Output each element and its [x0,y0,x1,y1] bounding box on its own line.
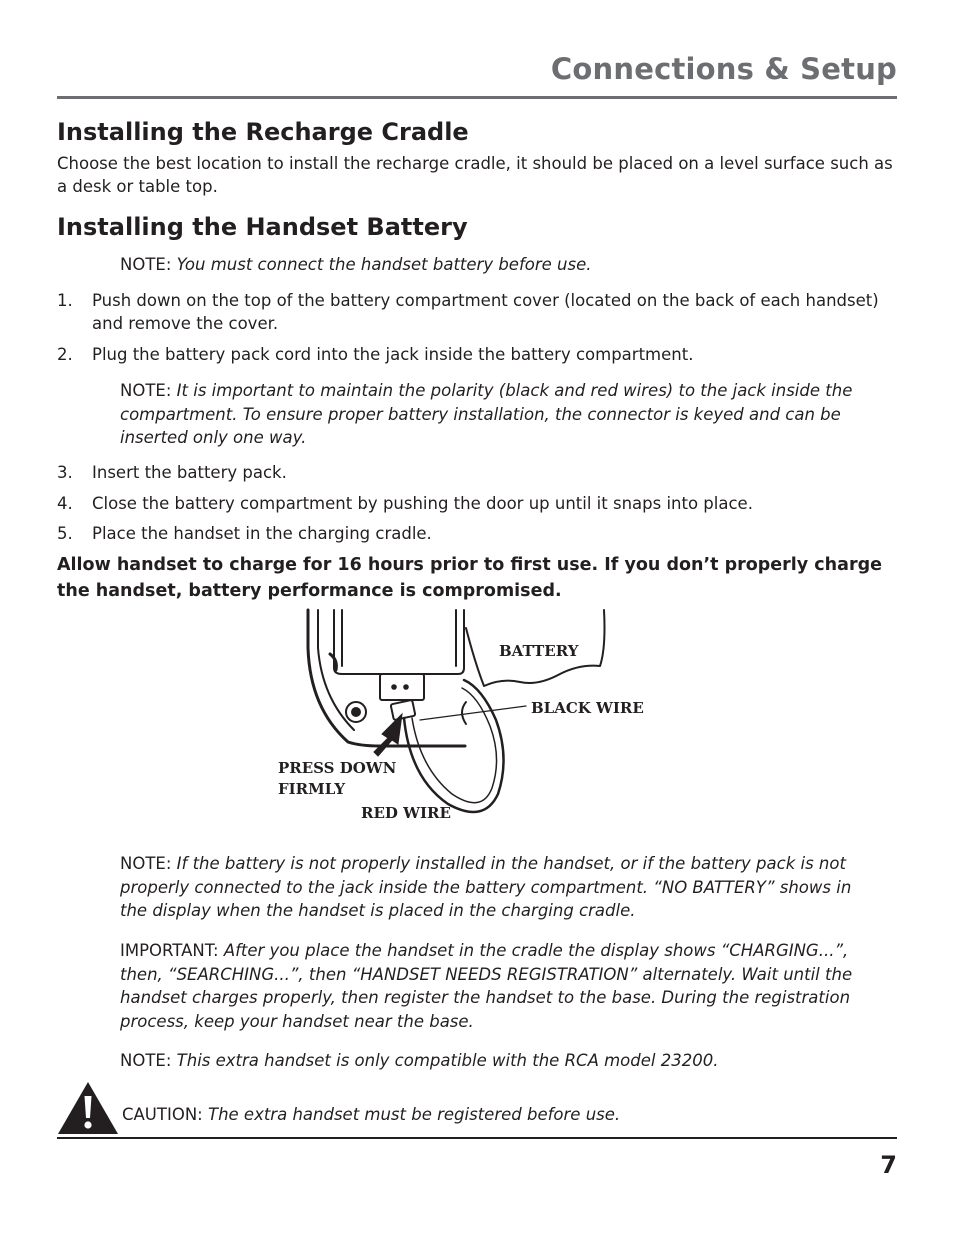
list-item-text: Push down on the top of the battery compartment cover (located on the back of each handset) and remove the cover. [92,291,879,333]
label-red-wire: RED WIRE [361,804,451,822]
list-item-number: 4. [57,494,73,513]
caution-line [122,1103,620,1126]
list-item-number: 1. [57,291,73,310]
note-text: It is important to maintain the polarity (black and red wires) to the jack inside the compartment. To ensure proper battery installation, the connector is keyed and can be inserted only one way. [120,381,853,447]
note-polarity [120,379,880,450]
note-battery-not-installed [120,852,880,923]
note-compatibility [120,1049,880,1073]
note-text: If the battery is not properly installed in the handset, or if the battery pack is not properly connected to the jack inside the battery compartment. “NO BATTERY” shows in the display when the handset is placed in the charging cradle. [120,854,852,920]
caution-text: The extra handset must be registered before use. [207,1105,621,1124]
note-label: NOTE: [120,1051,172,1070]
note-label: NOTE: [120,381,172,400]
list-item [57,343,897,366]
charge-warning-paragraph: Allow handset to charge for 16 hours prior to first use. If you don’t properly charge the handset, battery performance is compromised. [57,555,882,601]
note-label: NOTE: [120,255,172,274]
list-item-text: Close the battery compartment by pushing the door up until it snaps into place. [92,494,753,513]
header-rule [57,96,897,99]
note-text: This extra handset is only compatible with the RCA model 23200. [176,1051,719,1070]
page-header-title: Connections & Setup [550,52,897,86]
section-heading-recharge-cradle: Installing the Recharge Cradle [57,118,469,146]
list-item-text: Insert the battery pack. [92,463,287,482]
label-battery: BATTERY [499,642,579,660]
list-item-number: 5. [57,524,73,543]
important-text: After you place the handset in the cradle the display shows “CHARGING...”, then, “SEARCHING...”, then “HANDSET NEEDS REGISTRATION” alternately. Wait until the handset charges properly, then register the handset to the base. During the registration process, keep your handset near the base. [120,941,853,1031]
battery-installation-diagram [270,608,670,838]
list-item [57,522,897,545]
footer-rule [57,1137,897,1139]
note-label: NOTE: [120,854,172,873]
label-firmly: FIRMLY [278,780,346,798]
label-press-down: PRESS DOWN [278,759,397,777]
page-number: 7 [880,1151,897,1179]
recharge-cradle-paragraph: Choose the best location to install the recharge cradle, it should be placed on a level surface such as a desk or table top. [57,154,893,196]
list-item-number: 2. [57,345,73,364]
important-label: IMPORTANT: [120,941,219,960]
list-item-text: Place the handset in the charging cradle. [92,524,432,543]
note-text: You must connect the handset battery before use. [176,255,592,274]
caution-label: CAUTION: [122,1105,203,1124]
list-item [57,289,897,335]
section-heading-handset-battery: Installing the Handset Battery [57,213,468,241]
list-item-text: Plug the battery pack cord into the jack inside the battery compartment. [92,345,694,364]
list-item-number: 3. [57,463,73,482]
note-connect-battery [120,253,880,277]
list-item [57,492,897,515]
label-black-wire: BLACK WIRE [531,699,644,717]
important-registration [120,939,880,1033]
list-item [57,461,897,484]
warning-triangle-icon [56,1080,120,1136]
